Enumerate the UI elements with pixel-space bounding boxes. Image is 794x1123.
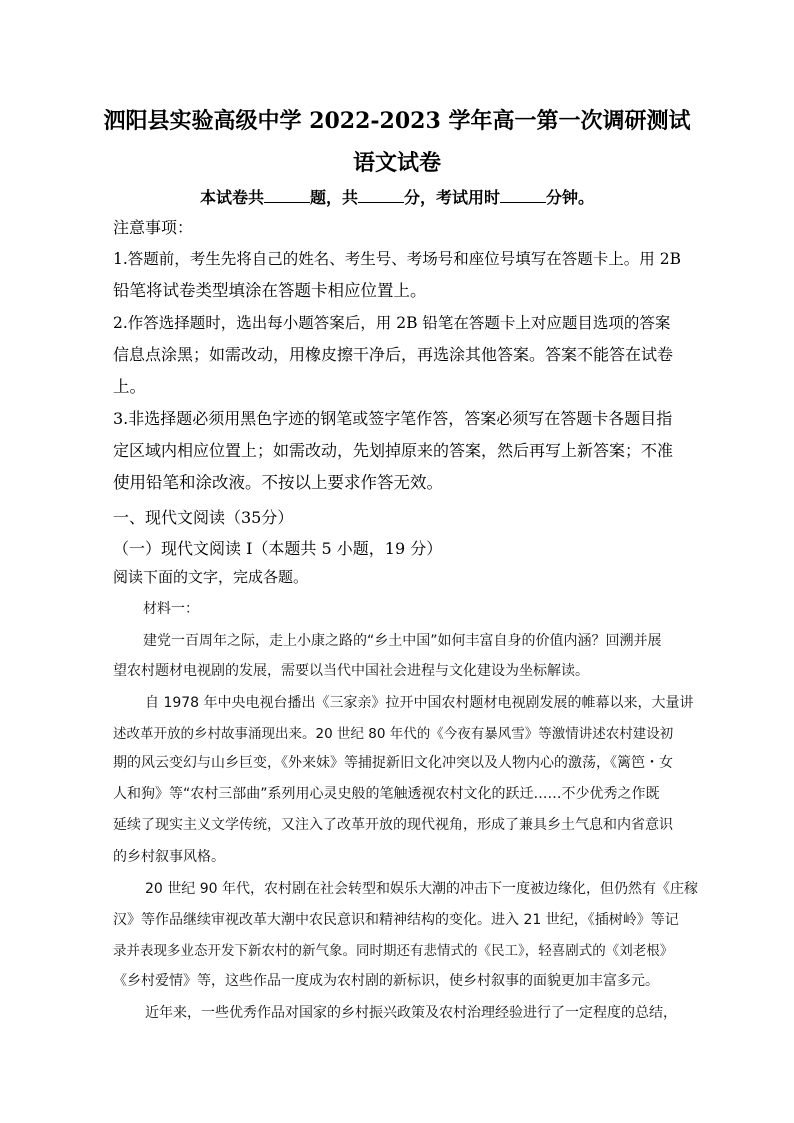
notice-line: 使用铅笔和涂改液。不按以上要求作答无效。 xyxy=(113,473,443,492)
material-line: 的乡村叙事风格。 xyxy=(113,849,225,865)
notice-heading: 注意事项： xyxy=(113,218,194,237)
meta-text-4: 分钟。 xyxy=(546,188,595,207)
notice-line: 定区域内相应位置上；如需改动，先划掉原来的答案，然后再写上新答案；不准 xyxy=(113,441,674,460)
question-count-blank[interactable] xyxy=(264,186,310,203)
meta-text-1: 本试卷共 xyxy=(199,188,264,207)
material-line: 延续了现实主义文学传统，又注入了改革开放的现代视角，形成了兼具乡土气息和内省意识 xyxy=(113,817,673,833)
meta-text-2: 题，共 xyxy=(309,188,358,207)
exam-title: 泗阳县实验高级中学 2022-2023 学年高一第一次调研测试 xyxy=(103,108,691,134)
material-line: 望农村题材电视剧的发展，需要以当代中国社会进程与文化建设为坐标解读。 xyxy=(113,663,589,679)
material-line: 录并表现多业态开发下新农村的新气象。同时期还有悲情式的《民工》，轻喜剧式的《刘老根》 xyxy=(113,943,674,959)
notice-line: 信息点涂黑；如需改动，用橡皮擦干净后，再选涂其他答案。答案不能答在试卷 xyxy=(113,345,674,364)
total-score-blank[interactable] xyxy=(358,186,404,203)
exam-subtitle: 语文试卷 xyxy=(352,150,441,176)
material-line: 自 1978 年中央电视台播出《三家亲》拉开中国农村题材电视剧发展的帷幕以来，大量讲 xyxy=(145,695,694,711)
meta-text-3: 分，考试用时 xyxy=(404,188,501,207)
material-line: 建党一百周年之际，走上小康之路的“乡土中国”如何丰富自身的价值内涵？回溯并展 xyxy=(143,633,662,649)
notice-line: 3.非选择题必须用黑色字迹的钢笔或签字笔作答，答案必须写在答题卡各题目指 xyxy=(113,409,673,428)
material-line: 汉》等作品继续审视改革大潮中农民意识和精神结构的变化。进入 21 世纪，《插树岭》等记 xyxy=(113,912,679,928)
material-line: 人和狗》等“农村三部曲”系列用心灵史般的笔触透视农村文化的跃迁……不少优秀之作既 xyxy=(113,786,660,802)
section-title: 一、现代文阅读（35分） xyxy=(113,508,294,527)
notice-line: 1.答题前，考生先将自己的姓名、考生号、考场号和座位号填写在答题卡上。用 2B xyxy=(113,250,681,268)
duration-blank[interactable] xyxy=(500,186,546,203)
notice-line: 2.作答选择题时，选出每小题答案后，用 2B 铅笔在答题卡上对应题目选项的答案 xyxy=(113,314,671,332)
material-line: 期的风云变幻与山乡巨变，《外来妹》等捕捉新旧文化冲突以及人物内心的激荡，《篱笆・女 xyxy=(113,755,673,771)
exam-meta xyxy=(0,185,794,208)
material-line: 近年来，一些优秀作品对国家的乡村振兴政策及农村治理经验进行了一定程度的总结， xyxy=(145,1005,677,1021)
section-subtitle: （一）现代文阅读 I（本题共 5 小题，19 分） xyxy=(113,539,443,558)
material-label: 材料一： xyxy=(143,601,199,617)
notice-line: 铅笔将试卷类型填涂在答题卡相应位置上。 xyxy=(113,281,427,300)
material-line: 《乡村爱情》等，这些作品一度成为农村剧的新标识，使乡村叙事的面貌更加丰富多元。 xyxy=(113,973,659,989)
reading-instruction: 阅读下面的文字，完成各题。 xyxy=(113,568,309,586)
notice-line: 上。 xyxy=(113,377,146,396)
material-line: 述改革开放的乡村故事涌现出来。20 世纪 80 年代的《今夜有暴风雪》等激情讲述农村建设初 xyxy=(113,726,674,742)
material-line: 20 世纪 90 年代，农村剧在社会转型和娱乐大潮的冲击下一度被边缘化，但仍然有《庄稼 xyxy=(145,881,698,897)
